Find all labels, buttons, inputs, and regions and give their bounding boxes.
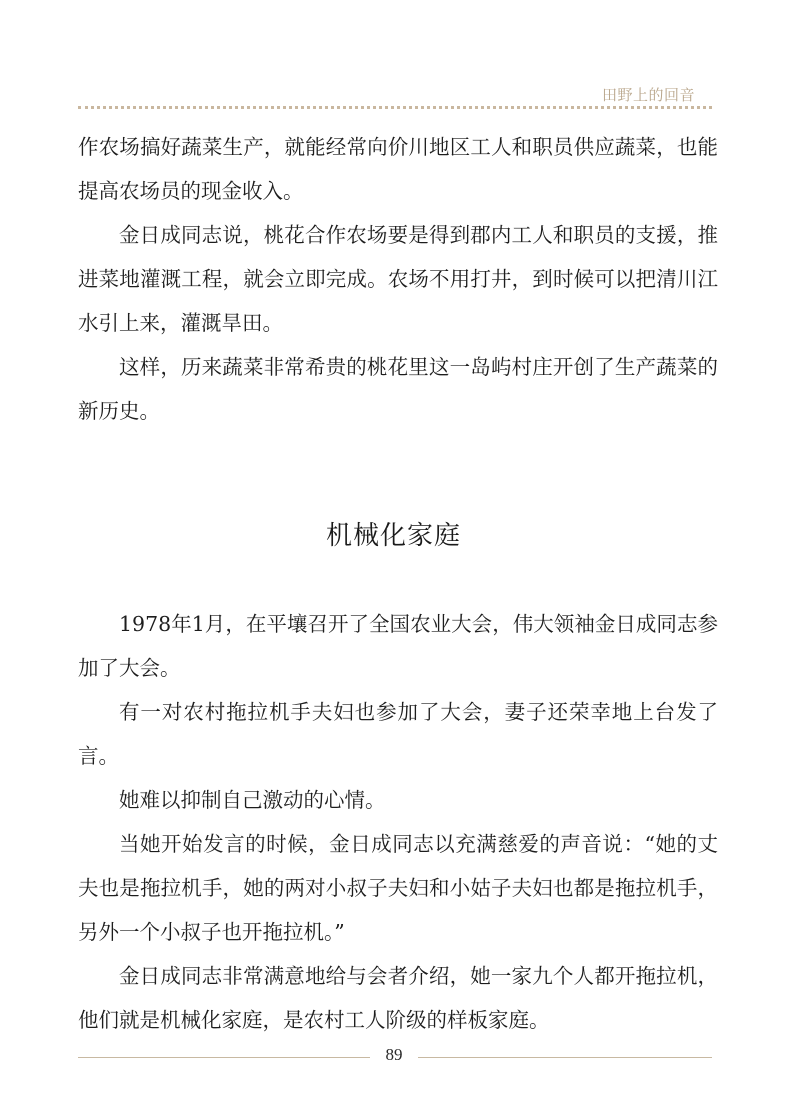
footer-divider-right bbox=[418, 1057, 712, 1058]
chapter-title: 机械化家庭 bbox=[325, 521, 461, 551]
paragraph: 1978年1月，在平壤召开了全国农业大会，伟大领袖金日成同志参加了大会。 bbox=[78, 612, 718, 680]
paragraph: 有一对农村拖拉机手夫妇也参加了大会，妻子还荣幸地上台发了言。 bbox=[78, 700, 718, 768]
chapter-body-text bbox=[78, 602, 718, 1042]
paragraph-continued: 作农场搞好蔬菜生产，就能经常向价川地区工人和职员供应蔬菜，也能提高农场员的现金收入。 bbox=[78, 135, 718, 203]
running-head-title: 田野上的回音 bbox=[601, 86, 695, 104]
paragraph: 当她开始发言的时候，金日成同志以充满慈爱的声音说：“她的丈夫也是拖拉机手，她的两对小叔子夫妇和小姑子夫妇也都是拖拉机手，另外一个小叔子也开拖拉机。” bbox=[78, 832, 718, 944]
paragraph: 她难以抑制自己激动的心情。 bbox=[119, 788, 386, 812]
paragraph: 这样，历来蔬菜非常希贵的桃花里这一岛屿村庄开创了生产蔬菜的新历史。 bbox=[78, 355, 718, 423]
header-dotted-divider bbox=[78, 106, 712, 109]
paragraph: 金日成同志说，桃花合作农场要是得到郡内工人和职员的支援，推进菜地灌溉工程，就会立即完成。农场不用打井，到时候可以把清川江水引上来，灌溉旱田。 bbox=[78, 223, 718, 335]
page-number: 89 bbox=[385, 1045, 403, 1064]
footer-divider-left bbox=[78, 1057, 370, 1058]
paragraph: 金日成同志非常满意地给与会者介绍，她一家九个人都开拖拉机，他们就是机械化家庭，是农村工人阶级的样板家庭。 bbox=[78, 964, 718, 1032]
previous-section-text bbox=[78, 125, 718, 433]
